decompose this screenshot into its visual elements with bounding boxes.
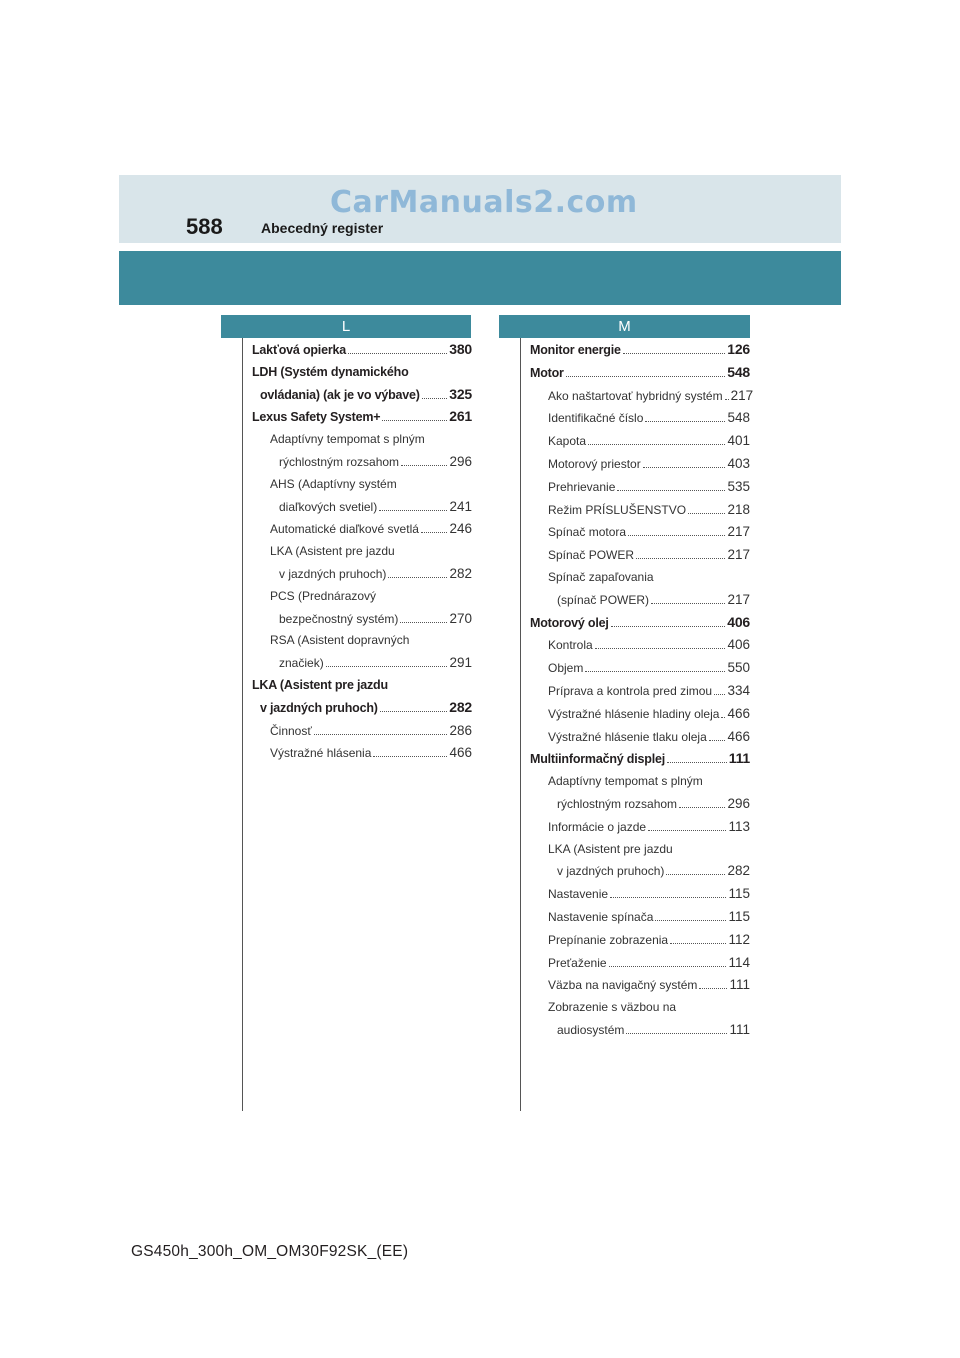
entry-page-number[interactable]: 111: [729, 977, 750, 993]
teal-banner: [119, 251, 841, 305]
entry-term: LDH (Systém dynamického: [252, 364, 409, 379]
dot-leader: [401, 454, 447, 466]
entry-term: Nastavenie spínača: [548, 909, 654, 924]
dot-leader: [648, 819, 726, 831]
index-entry: [530, 748, 750, 771]
index-entry: [530, 612, 750, 635]
index-entry: [252, 720, 472, 743]
index-entry: [530, 793, 750, 816]
entry-term: Motorový priestor: [548, 456, 641, 471]
dot-leader: [667, 751, 727, 763]
entry-term: Monitor energie: [530, 343, 621, 357]
index-entry: [252, 630, 472, 652]
index-entry: [530, 339, 750, 362]
dot-leader: [636, 547, 725, 559]
document-code: GS450h_300h_OM_OM30F92SK_(EE): [131, 1243, 409, 1260]
entry-term: Informácie o jazde: [548, 819, 647, 834]
index-entry: [252, 563, 472, 586]
dot-leader: [679, 796, 725, 808]
index-column-m: [530, 339, 754, 1042]
dot-leader: [617, 479, 725, 491]
section-title: Abecedný register: [261, 220, 384, 236]
dot-leader: [709, 729, 726, 741]
entry-page-number[interactable]: 550: [727, 660, 750, 676]
index-entry: [530, 544, 750, 567]
entry-page-number[interactable]: 115: [728, 908, 750, 924]
index-entry: [530, 1019, 750, 1042]
dot-leader: [373, 746, 447, 758]
entry-term: Kontrola: [548, 638, 593, 653]
index-entry: [252, 541, 472, 563]
index-entry: [252, 429, 472, 451]
dot-leader: [645, 411, 725, 423]
watermark-logo: CarManuals2.com: [330, 185, 638, 220]
index-entry: [530, 634, 750, 657]
index-entry: [252, 518, 472, 541]
index-entry: [530, 952, 750, 975]
entry-page-number[interactable]: 113: [728, 818, 750, 834]
entry-page-number[interactable]: 291: [449, 655, 472, 671]
entry-page-number[interactable]: 380: [449, 341, 472, 357]
index-entry: [530, 703, 750, 726]
dot-leader: [400, 611, 447, 623]
index-entry: [252, 608, 472, 631]
entry-page-number[interactable]: 270: [449, 610, 472, 626]
index-entry: [530, 771, 750, 793]
entry-page-number[interactable]: 548: [727, 410, 750, 426]
index-entry: [530, 816, 750, 839]
entry-term: bezpečnostný systém): [279, 611, 399, 626]
index-entry: [252, 652, 472, 675]
entry-page-number[interactable]: 325: [449, 385, 472, 402]
entry-page-number[interactable]: 282: [449, 698, 472, 715]
entry-page-number[interactable]: 334: [727, 682, 750, 698]
index-entry: [530, 680, 750, 703]
entry-term: Prehrievanie: [548, 479, 616, 494]
index-entry: [530, 974, 750, 997]
entry-page-number[interactable]: 111: [729, 1021, 750, 1037]
dot-leader: [655, 909, 726, 921]
dot-leader: [670, 932, 726, 944]
entry-term: Výstražné hlásenia: [270, 746, 372, 761]
index-entry: [252, 339, 472, 362]
entry-page-number[interactable]: 112: [728, 931, 750, 947]
entry-term: v jazdných pruhoch): [279, 566, 387, 581]
dot-leader: [388, 566, 447, 578]
index-entry: [530, 860, 750, 883]
entry-page-number[interactable]: 401: [727, 433, 750, 449]
index-entry: [530, 407, 750, 430]
index-entry: [530, 883, 750, 906]
entry-page-number[interactable]: 217: [727, 591, 750, 607]
entry-page-number[interactable]: 466: [449, 745, 472, 761]
index-entry: [252, 384, 472, 407]
dot-leader: [725, 388, 729, 400]
dot-leader: [626, 1022, 727, 1034]
entry-page-number[interactable]: 406: [727, 637, 750, 653]
entry-term: audiosystém: [557, 1022, 625, 1037]
entry-term: (spínač POWER): [557, 592, 650, 607]
index-entry: [252, 474, 472, 496]
entry-page-number[interactable]: 218: [727, 501, 750, 517]
entry-page-number[interactable]: 111: [728, 750, 750, 767]
entry-page-number[interactable]: 217: [727, 524, 750, 540]
dot-leader: [314, 723, 448, 735]
index-entry: [530, 362, 750, 385]
dot-leader: [382, 409, 447, 421]
index-entry: [530, 430, 750, 453]
dot-leader: [422, 386, 447, 398]
entry-term: Výstražné hlásenie hladiny oleja: [548, 706, 720, 721]
entry-page-number[interactable]: 246: [449, 521, 472, 537]
dot-leader: [326, 655, 448, 667]
entry-page-number[interactable]: 282: [727, 863, 750, 879]
dot-leader: [623, 342, 725, 354]
entry-page-number[interactable]: 406: [727, 613, 750, 630]
entry-term: Nastavenie: [548, 887, 609, 902]
index-entry: [252, 362, 472, 384]
entry-term: Motor: [530, 365, 564, 380]
entry-term: LKA (Asistent pre jazdu: [270, 544, 395, 559]
index-entry: [530, 567, 750, 589]
index-entry: [530, 385, 754, 408]
dot-leader: [610, 886, 726, 898]
column-divider-left: [242, 315, 243, 1111]
index-entry: [252, 675, 472, 697]
entry-page-number[interactable]: 296: [727, 795, 750, 811]
entry-page-number[interactable]: 535: [727, 478, 750, 494]
entry-term: Preťaženie: [548, 955, 607, 970]
entry-page-number[interactable]: 126: [727, 341, 750, 357]
entry-page-number[interactable]: 241: [449, 498, 472, 514]
entry-page-number[interactable]: 261: [449, 408, 472, 425]
dot-leader: [611, 614, 726, 626]
index-entry: [530, 997, 750, 1019]
entry-term: Lexus Safety System+: [252, 410, 381, 425]
entry-term: Objem: [548, 661, 584, 676]
index-entry: [252, 496, 472, 519]
entry-page-number[interactable]: 217: [730, 387, 754, 403]
entry-term: Činnosť: [270, 723, 312, 738]
index-entry: [530, 589, 750, 612]
entry-term: v jazdných pruhoch): [260, 700, 378, 715]
entry-term: rýchlostným rozsahom: [279, 454, 400, 469]
entry-term: Kapota: [548, 434, 587, 449]
entry-term: Motorový olej: [530, 615, 609, 630]
index-entry: [530, 453, 750, 476]
index-column-l: [252, 339, 472, 765]
dot-leader: [643, 456, 726, 468]
dot-leader: [628, 525, 725, 537]
index-entry: [530, 476, 750, 499]
dot-leader: [666, 864, 725, 876]
index-entry: [252, 697, 472, 720]
dot-leader: [588, 433, 725, 445]
dot-leader: [348, 342, 447, 354]
entry-page-number[interactable]: 282: [449, 565, 472, 581]
entry-term: Multiinformačný displej: [530, 752, 665, 767]
dot-leader: [380, 700, 447, 712]
entry-term: LKA (Asistent pre jazdu: [548, 841, 673, 856]
dot-leader: [688, 502, 725, 514]
index-entry: [252, 586, 472, 608]
entry-page-number[interactable]: 296: [449, 453, 472, 469]
index-entry: [252, 451, 472, 474]
entry-term: Spínač POWER: [548, 548, 635, 563]
entry-term: ovládania) (ak je vo výbave): [260, 387, 420, 402]
entry-term: Spínač zapaľovania: [548, 569, 654, 584]
entry-term: Príprava a kontrola pred zimou: [548, 683, 713, 698]
entry-page-number[interactable]: 466: [727, 728, 750, 744]
entry-page-number[interactable]: 286: [449, 722, 472, 738]
entry-term: Režim PRÍSLUŠENSTVO: [548, 502, 687, 517]
index-entry: [530, 657, 750, 680]
index-entry: [252, 742, 472, 765]
entry-term: rýchlostným rozsahom: [557, 796, 678, 811]
entry-page-number[interactable]: 548: [727, 363, 750, 380]
entry-term: AHS (Adaptívny systém: [270, 476, 397, 491]
entry-term: značiek): [279, 656, 324, 671]
entry-term: LKA (Asistent pre jazdu: [252, 677, 388, 692]
entry-page-number[interactable]: 217: [727, 547, 750, 563]
entry-term: Automatické diaľkové svetlá: [270, 522, 419, 537]
entry-term: Spínač motora: [548, 525, 627, 540]
entry-term: Zobrazenie s väzbou na: [548, 1000, 677, 1015]
index-entry: [530, 929, 750, 952]
letter-heading-l: L: [221, 315, 471, 338]
index-entry: [530, 839, 750, 861]
entry-page-number[interactable]: 466: [727, 705, 750, 721]
dot-leader: [699, 978, 727, 990]
dot-leader: [566, 365, 726, 377]
entry-page-number[interactable]: 115: [728, 886, 750, 902]
letter-heading-m: M: [499, 315, 750, 338]
dot-leader: [379, 499, 447, 511]
entry-term: Lakťová opierka: [252, 343, 347, 357]
index-entry: [252, 406, 472, 429]
entry-term: Väzba na navigačný systém: [548, 978, 698, 993]
entry-term: diaľkových svetiel): [279, 499, 378, 514]
dot-leader: [721, 706, 725, 718]
entry-term: Výstražné hlásenie tlaku oleja: [548, 729, 707, 744]
index-entry: [530, 521, 750, 544]
entry-term: Ako naštartovať hybridný systém: [548, 388, 723, 403]
dot-leader: [651, 592, 725, 604]
entry-term: PCS (Prednárazový: [270, 588, 377, 603]
entry-term: Adaptívny tempomat s plným: [548, 774, 703, 789]
entry-term: Identifikačné číslo: [548, 411, 644, 426]
dot-leader: [714, 683, 725, 695]
entry-term: Adaptívny tempomat s plným: [270, 432, 425, 447]
dot-leader: [609, 955, 727, 967]
entry-page-number[interactable]: 403: [727, 455, 750, 471]
entry-term: v jazdných pruhoch): [557, 864, 665, 879]
entry-term: RSA (Asistent dopravných: [270, 633, 410, 648]
column-divider-right: [520, 315, 521, 1111]
index-entry: [530, 499, 750, 522]
index-entry: [530, 726, 750, 749]
dot-leader: [421, 522, 448, 534]
entry-term: Prepínanie zobrazenia: [548, 932, 669, 947]
index-entry: [530, 906, 750, 929]
dot-leader: [595, 638, 726, 650]
entry-page-number[interactable]: 114: [728, 954, 750, 970]
page-number: 588: [186, 214, 223, 239]
dot-leader: [585, 660, 725, 672]
